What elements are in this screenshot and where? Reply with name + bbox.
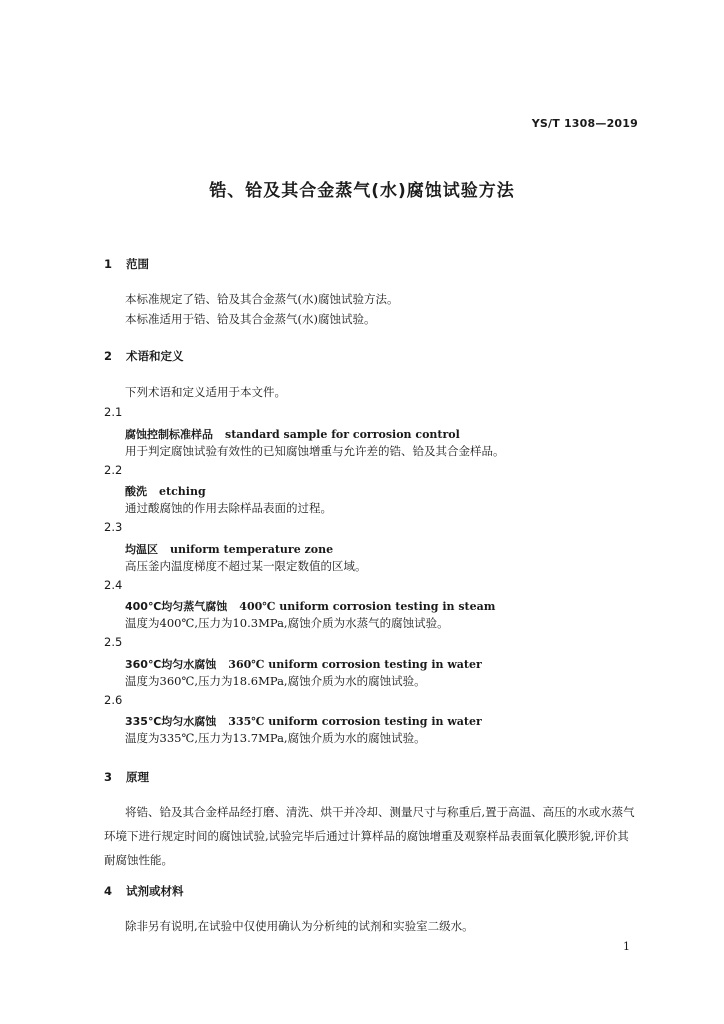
scope-line-1: 本标准规定了锆、铪及其合金蒸气(水)腐蚀试验方法。 bbox=[125, 292, 399, 306]
standard-number: YS/T 1308—2019 bbox=[531, 117, 638, 130]
term-en: 360℃ uniform corrosion testing in water bbox=[228, 658, 482, 671]
scope-line-2: 本标准适用于锆、铪及其合金蒸气(水)腐蚀试验。 bbox=[125, 312, 376, 326]
term-definition: 高压釜内温度梯度不超过某一限定数值的区域。 bbox=[125, 559, 367, 573]
term-en: standard sample for corrosion control bbox=[225, 428, 460, 441]
section-number: 2 bbox=[104, 349, 113, 363]
term-cn: 均温区 bbox=[125, 543, 158, 556]
term-definition: 通过酸腐蚀的作用去除样品表面的过程。 bbox=[125, 501, 332, 515]
term-number: 2.2 bbox=[104, 463, 123, 477]
section-heading-terms bbox=[104, 348, 184, 364]
term-number: 2.4 bbox=[104, 578, 123, 592]
page-number: 1 bbox=[623, 940, 630, 953]
section-number: 3 bbox=[104, 770, 113, 784]
section-title: 试剂或材料 bbox=[126, 884, 184, 898]
term-cn: 酸洗 bbox=[125, 485, 147, 498]
section-title: 范围 bbox=[126, 257, 149, 271]
term-cn: 腐蚀控制标准样品 bbox=[125, 428, 213, 441]
term-heading bbox=[125, 656, 482, 672]
term-heading bbox=[125, 598, 495, 614]
term-heading bbox=[125, 713, 482, 729]
term-en: etching bbox=[159, 485, 206, 498]
section-heading-reagents bbox=[104, 883, 184, 899]
term-number: 2.6 bbox=[104, 693, 123, 707]
term-heading bbox=[125, 541, 333, 557]
term-cn: 400℃均匀蒸气腐蚀 bbox=[125, 600, 228, 613]
section-heading-principle bbox=[104, 769, 149, 785]
term-en: 335℃ uniform corrosion testing in water bbox=[228, 715, 482, 728]
term-en: 400℃ uniform corrosion testing in steam bbox=[239, 600, 496, 613]
term-cn: 360℃均匀水腐蚀 bbox=[125, 658, 217, 671]
term-number: 2.5 bbox=[104, 635, 123, 649]
term-number: 2.1 bbox=[104, 405, 123, 419]
section-number: 4 bbox=[104, 884, 113, 898]
principle-paragraph: 将锆、铪及其合金样品经打磨、清洗、烘干并冷却、测量尺寸与称重后,置于高温、高压的水或水蒸气环境下进行规定时间的腐蚀试验,试验完毕后通过计算样品的腐蚀增重及观察样品表面氧化膜形貌,评价其耐腐蚀性能。 bbox=[104, 805, 635, 867]
term-heading bbox=[125, 426, 460, 442]
section-heading-scope bbox=[104, 256, 149, 272]
term-definition: 用于判定腐蚀试验有效性的已知腐蚀增重与允许差的锆、铪及其合金样品。 bbox=[125, 444, 505, 458]
term-en: uniform temperature zone bbox=[170, 543, 334, 556]
term-definition: 温度为360℃,压力为18.6MPa,腐蚀介质为水的腐蚀试验。 bbox=[125, 674, 426, 688]
term-definition: 温度为335℃,压力为13.7MPa,腐蚀介质为水的腐蚀试验。 bbox=[125, 731, 426, 745]
term-definition: 温度为400℃,压力为10.3MPa,腐蚀介质为水蒸气的腐蚀试验。 bbox=[125, 616, 449, 630]
section-title: 术语和定义 bbox=[126, 349, 184, 363]
reagents-paragraph: 除非另有说明,在试验中仅使用确认为分析纯的试剂和实验室二级水。 bbox=[125, 919, 474, 933]
term-number: 2.3 bbox=[104, 520, 123, 534]
terms-intro: 下列术语和定义适用于本文件。 bbox=[125, 385, 286, 399]
section-title: 原理 bbox=[126, 770, 149, 784]
term-cn: 335℃均匀水腐蚀 bbox=[125, 715, 217, 728]
document-title: 锆、铪及其合金蒸气(水)腐蚀试验方法 bbox=[209, 181, 515, 201]
section-number: 1 bbox=[104, 257, 113, 271]
term-heading bbox=[125, 483, 206, 499]
